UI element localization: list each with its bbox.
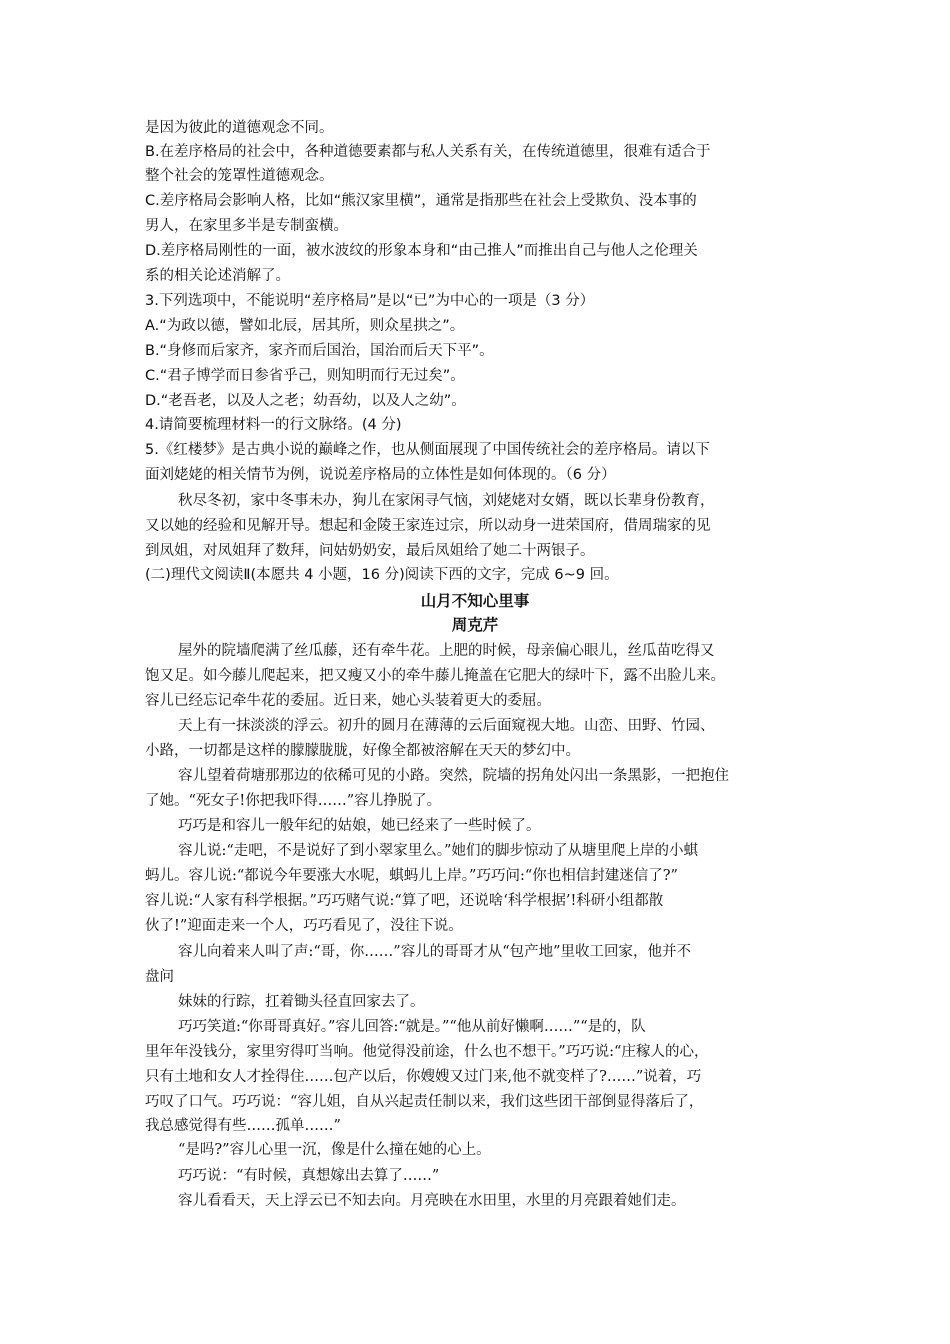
story-paragraph-line: 天上有一抹淡淡的浮云。初升的圆月在薄薄的云后面窥视大地。山峦、田野、竹园、 <box>178 718 715 734</box>
q5-stem-line2: 面刘姥姥的相关情节为例，说说差序格局的立体性是如何体现的。（6 分） <box>145 467 616 483</box>
story-paragraph-line: 容儿向着来人叫了声:“哥，你……”容儿的哥哥才从“包产地”里收工回家，他并不 <box>178 944 692 960</box>
story-paragraph-line: 容儿已经忘记牵牛花的委屈。近日来，她心头装着更大的委屈。 <box>145 693 551 709</box>
q2-option-b-line1: B.在差序格局的社会中，各种道德要素都与私人关系有关，在传统道德里，很难有适合于 <box>145 144 711 160</box>
story-paragraph-line: 容儿看看天，天上浮云已不知去向。月亮映在水田里，水里的月亮跟着她们走。 <box>178 1193 686 1209</box>
q4-stem: 4.请简要梳理材料一的行文脉络。(4 分) <box>145 417 402 433</box>
story-paragraph-line: 妹妹的行踪，扛着锄头径直回家去了。 <box>178 994 425 1010</box>
story-paragraph-line: 容儿说:“人家有科学根据。”巧巧赌气说:“算了吧，还说啥‘科学根据’!科研小组都散 <box>145 893 664 909</box>
story-paragraph-line: 巧叹了口气。巧巧说：“容儿姐，自从兴起责任制以来，我们这些团干部倒显得落后了， <box>145 1094 704 1110</box>
story-paragraph-line: 盘问 <box>145 969 174 985</box>
q2-option-d-line2: 系的相关论述消解了。 <box>145 268 290 284</box>
story-paragraph-line: 容儿说:“走吧，不是说好了到小翠家里么。”她们的脚步惊动了从塘里爬上岸的小蜞 <box>178 843 698 859</box>
story-paragraph-line: 只有土地和女人才拴得住……包产以后，你嫂嫂又过门来,他不就变样了?……”说着，巧 <box>145 1069 702 1085</box>
story-paragraph-line: 里年年没钱分，家里穷得叮当响。他觉得没前途，什么也不想干。”巧巧说:“庄稼人的心， <box>145 1044 709 1060</box>
q2-option-b-line2: 整个社会的笼罩性道德观念。 <box>145 168 334 184</box>
story-paragraph-line: 巧巧说：“有时候，真想嫁出去算了……” <box>178 1168 440 1184</box>
story-paragraph-line: 巧巧笑道:“你哥哥真好。”容儿回答:“就是。”“他从前好懒啊……”“是的，队 <box>178 1019 646 1035</box>
q3-option-d: D.“老吾老，以及人之老；幼吾幼，以及人之幼”。 <box>145 393 466 409</box>
section2-header: (二)理代文阅读Ⅱ(本愿共 4 小题，16 分)阅读下西的文字，完成 6~9 回。 <box>145 567 619 583</box>
story-paragraph-line: 饱又足。如今藤儿爬起来，把又瘦又小的牵牛藤儿掩盖在它肥大的绿叶下，露不出脸儿来。 <box>145 668 725 684</box>
story-paragraph-line: 我总感觉得有些……孤单……” <box>145 1118 341 1134</box>
q2-option-a-tail: 是因为彼此的道德观念不同。 <box>145 120 334 136</box>
q3-option-b: B.“身修而后家齐，家齐而后国治，国治而后天下平”。 <box>145 343 494 359</box>
q5-stem-line1: 5.《红楼梦》是古典小说的巅峰之作，也从侧面展现了中国传统社会的差序格局。请以下 <box>145 442 710 458</box>
story-paragraph-line: 巧巧是和容儿一般年纪的姑娘，她已经来了一些时候了。 <box>178 818 541 834</box>
story-author: 周克芹 <box>451 616 499 634</box>
q5-excerpt-line2: 又以她的经验和见解开导。想起和金陵王家连过宗，所以动身一进荣国府，借周瑞家的见 <box>145 518 711 534</box>
story-title: 山月不知心里事 <box>420 592 530 610</box>
q2-option-c-line2: 男人，在家里多半是专制蛮横。 <box>145 218 348 234</box>
story-paragraph-line: 蚂儿。容儿说:“都说今年要涨大水呢，蜞蚂儿上岸。”巧巧问:“你也相信封建迷信了?” <box>145 868 678 884</box>
q2-option-c-line1: C.差序格局会影响人格，比如“熊汉家里横”，通常是指那些在社会上受欺负、没本事的 <box>145 193 697 209</box>
story-paragraph-line: 屋外的院墙爬满了丝瓜藤，还有牵牛花。上肥的时候，母亲偏心眼儿，丝瓜苗吃得又 <box>178 643 715 659</box>
story-paragraph-line: 小路，一切都是这样的朦朦胧胧，好像全都被溶解在天天的梦幻中。 <box>145 743 580 759</box>
q3-stem: 3.下列选项中，不能说明“差序格局”是以“已”为中心的一项是（3 分） <box>145 293 595 309</box>
story-paragraph-line: 了她。“死女子!你把我吓得……”容儿挣脱了。 <box>145 793 442 809</box>
q3-option-c: C.“君子博学而日参省乎己，则知明而行无过矣”。 <box>145 368 465 384</box>
q3-option-a: A.“为政以德，譬如北辰，居其所，则众星拱之”。 <box>145 318 465 334</box>
story-paragraph-line: “是吗?”容儿心里一沉，像是什么撞在她的心上。 <box>178 1142 491 1158</box>
story-paragraph-line: 伙了!”迎面走来一个人，巧巧看见了，没往下说。 <box>145 918 463 934</box>
q5-excerpt-line3: 到凤姐，对凤姐拜了数拜，问姑奶奶安，最后凤姐给了她二十两银子。 <box>145 543 595 559</box>
q5-excerpt-line1: 秋尽冬初，家中冬事未办，狗儿在家闲寻气恼，刘姥姥对女婿，既以长辈身份教育， <box>178 493 715 509</box>
story-paragraph-line: 容儿望着荷塘那那边的依稀可见的小路。突然，院墙的拐角处闪出一条黑影，一把抱住 <box>178 768 729 784</box>
q2-option-d-line1: D.差序格局刚性的一面，被水波纹的形象本身和“由己推人”而推出自己与他人之伦理关 <box>145 243 698 259</box>
